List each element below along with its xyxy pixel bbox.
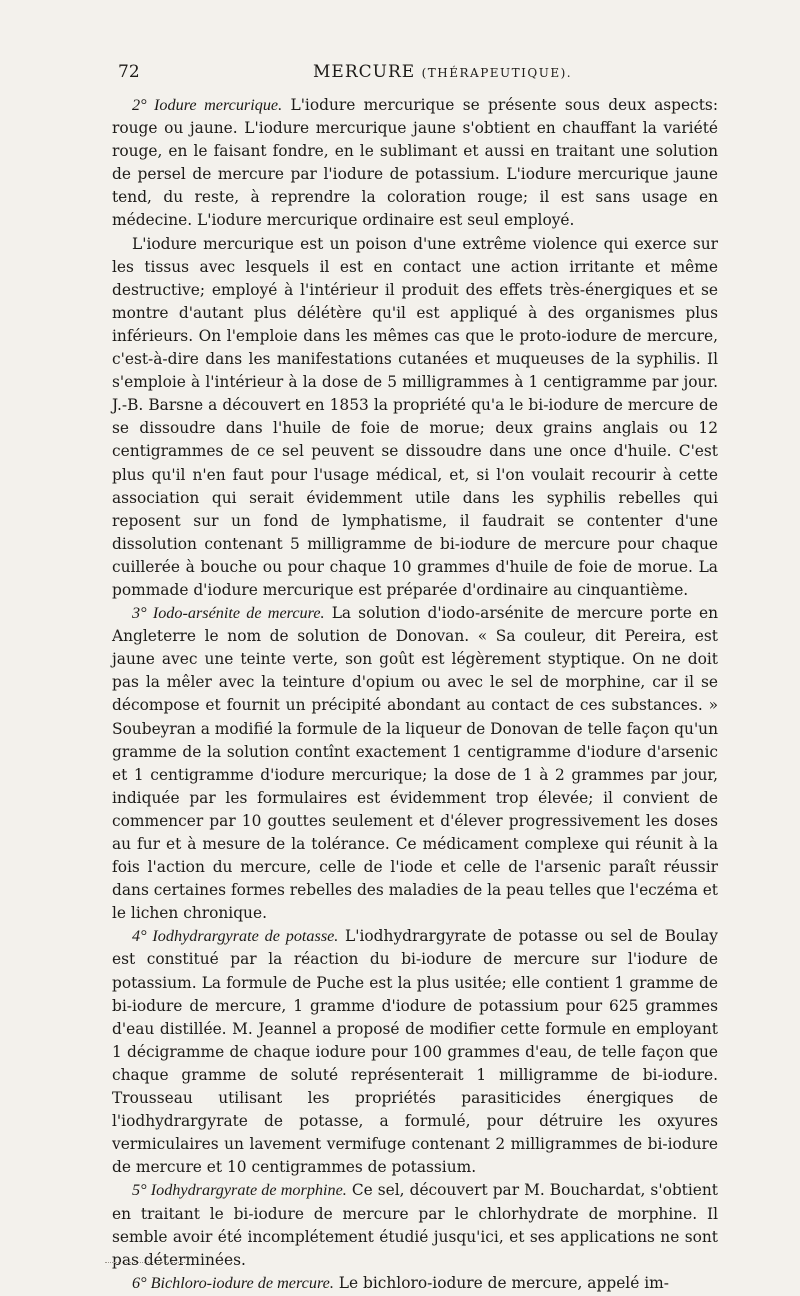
- footer-divider: [105, 1262, 185, 1264]
- running-title: [313, 62, 572, 82]
- section-heading: 6° Bichloro-iodure de mercure.: [132, 1273, 334, 1292]
- paragraph-iodure-mercurique: [112, 94, 718, 233]
- running-title-main: MERCURE: [313, 62, 416, 82]
- paragraph-body: Ce sel, découvert par M. Bouchardat, s'obtient en traitant le bi-iodure de mercure par le chlorhydrate de morphine. Il semble avoir été incomplétement étudié jusqu'ici, et ses applications ne sont pas déterminées.: [112, 1181, 718, 1269]
- section-heading: 2° Iodure mercurique.: [132, 96, 283, 114]
- paragraph-body: La solution d'iodo-arsénite de mercure porte en Angleterre le nom de solution de Donovan. « Sa couleur, dit Pereira, est jaune avec une teinte verte, son goût est légèrement styptique. On ne doit pas la mêler avec la teinture d'opium ou avec le sel de morphine, car il se décompose et fournit un précipité abondant au contact de ces substances. » Soubeyran a modifié la formule de la liqueur de Donovan de telle façon qu'un gramme de la solution contînt exactement 1 centigramme d'iodure d'arsenic et 1 centigramme d'iodure mercurique; la dose de 1 à 2 grammes par jour, indiquée par les formulaires est évidemment trop élevée; il convient de commencer par 10 gouttes seulement et d'élever progressivement les doses au fur et à mesure de la tolérance. Ce médicament complexe qui réunit à la fois l'action du mercure, celle de l'iode et celle de l'arsenic paraît réussir dans certaines formes rebelles des maladies de la peau telles que l'eczéma et le lichen chronique.: [112, 604, 718, 923]
- page-number: 72: [118, 62, 140, 82]
- paragraph-body: L'iodure mercurique se présente sous deux aspects: rouge ou jaune. L'iodure mercurique jaune s'obtient en chauffant la variété rouge, en le faisant fondre, en le sublimant et aussi en traitant une solution de persel de mercure par l'iodure de potassium. L'iodure mercurique jaune tend, du reste, à reprendre la coloration rouge; il est sans usage en médecine. L'iodure mercurique ordinaire est seul employé.: [112, 96, 719, 230]
- paragraph-iodure-toxicite: [112, 233, 718, 603]
- paragraph-body: L'iodure mercurique est un poison d'une extrême violence qui exerce sur les tissus avec lesquels il est en contact une action irritante et même destructive; employé à l'intérieur il produit des effets très-énergiques et se montre d'autant plus délétère qu'il est appliqué à des organismes plus inférieurs. On l'emploie dans les mêmes cas que le proto-iodure de mercure, c'est-à-dire dans les manifestations cutanées et muqueuses de la syphilis. Il s'emploie à l'intérieur à la dose de 5 milligrammes à 1 centigramme par jour. J.-B. Barsne a découvert en 1853 la propriété qu'a le bi-iodure de mercure de se dissoudre dans l'huile de foie de morue; deux grains anglais ou 12 centigrammes de ce sel peuvent se dissoudre dans une once d'huile. C'est plus qu'il n'en faut pour l'usage médical, et, si l'on voulait recourir à cette association qui serait évidemment utile dans les syphilis rebelles qui reposent sur un fond de lymphatisme, il faudrait se contenter d'une dissolution contenant 5 milligramme de bi-iodure de mercure pour chaque cuillerée à bouche ou pour chaque 10 grammes d'huile de foie de morue. La pommade d'iodure mercurique est préparée d'ordinaire au cinquantième.: [112, 234, 718, 599]
- section-heading: 5° Iodhydrargyrate de morphine.: [132, 1181, 347, 1200]
- running-title-sub: (THÉRAPEUTIQUE).: [421, 66, 573, 80]
- section-heading: 4° Iodhydrargyrate de potasse.: [132, 927, 339, 946]
- section-heading: 3° Iodo-arsénite de mercure.: [132, 604, 325, 623]
- paragraph-iodo-arsenite: [112, 602, 718, 925]
- paragraph-iodhydrargyrate-potasse: [112, 925, 718, 1179]
- paragraph-bichloro-iodure: [112, 1272, 718, 1295]
- paragraph-body: L'iodhydrargyrate de potasse ou sel de Boulay est constitué par la réaction du bi-iodure de mercure sur l'iodure de potassium. La formule de Puche est la plus usitée; elle contient 1 gramme de bi-iodure de mercure, 1 gramme d'iodure de potassium pour 625 grammes d'eau distillée. M. Jeannel a proposé de modifier cette formule en employant 1 décigramme de chaque iodure pour 100 grammes d'eau, de telle façon que chaque gramme de soluté représenterait 1 milligramme de bi-iodure. Trousseau utilisant les propriétés parasiticides énergiques de l'iodhydrargyrate de potasse, a formulé, pour détruire les oxyures vermiculaires un lavement vermifuge contenant 2 milligrammes de bi-iodure de mercure et 10 centigrammes de potassium.: [112, 927, 719, 1177]
- body-text: [112, 94, 718, 1295]
- paragraph-iodhydrargyrate-morphine: [112, 1179, 718, 1271]
- paragraph-body: Le bichloro-iodure de mercure, appelé im-: [333, 1273, 669, 1292]
- page-header: [118, 62, 718, 86]
